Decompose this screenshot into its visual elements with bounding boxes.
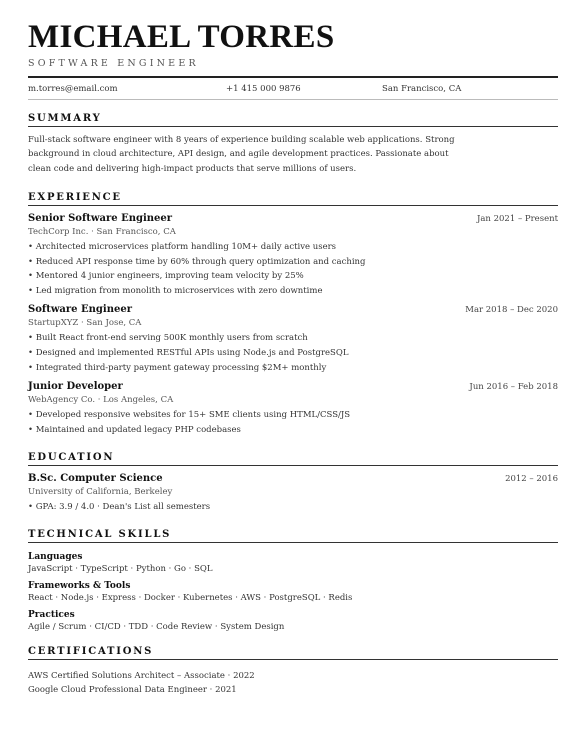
skill-category: Practices [28,609,75,620]
list-item: • Reduced API response time by 60% through query optimization and caching [28,256,366,267]
section-title-skills: TECHNICAL SKILLS [28,529,558,543]
skill-group [28,552,558,574]
skill-items: JavaScript · TypeScript · Python · Go · SQL [28,563,213,574]
list-item: • GPA: 3.9 / 4.0 · Dean's List all semesters [28,502,211,513]
list-item: • Mentored 4 junior engineers, improving team velocity by 25% [28,271,304,282]
section-title-certifications: CERTIFICATIONS [28,646,558,660]
list-item: • Developed responsive websites for 15+ SME clients using HTML/CSS/JS [28,410,351,421]
skill-items: Agile / Scrum · CI/CD · TDD · Code Review · System Design [28,621,285,632]
contact-location: San Francisco, CA [382,83,462,94]
job-company: TechCorp Inc. · San Francisco, CA [28,227,176,237]
skill-items: React · Node.js · Express · Docker · Kubernetes · AWS · PostgreSQL · Redis [28,592,353,603]
job-date: Mar 2018 – Dec 2020 [465,305,558,316]
degree-title: B.Sc. Computer Science [28,473,163,485]
job-entry [28,381,558,437]
experience-section [28,192,558,437]
job-entry [28,304,558,375]
list-item: • Maintained and updated legacy PHP codebases [28,424,241,435]
resume-page [28,18,558,697]
summary-line: background in cloud architecture, API design, and agile development practices. Passionate about [28,149,449,159]
job-bullets [28,331,558,375]
summary-line: clean code and delivering high-impact products that serve millions of users. [28,163,357,174]
job-date: Jan 2021 – Present [476,214,558,224]
job-title: Senior Software Engineer [28,213,173,224]
job-entry [28,213,558,298]
list-item: • Integrated third-party payment gateway processing $2M+ monthly [28,362,327,373]
section-title-experience: EXPERIENCE [28,192,558,206]
job-bullets [28,408,558,437]
job-header [28,381,558,392]
list-item: Google Cloud Professional Data Engineer · 2021 [28,684,237,695]
section-title-summary: SUMMARY [28,113,558,127]
contact-row [28,78,558,100]
job-bullets [28,240,558,298]
job-company: StartupXYZ · San Jose, CA [28,318,142,329]
list-item: • Built React front-end serving 500K monthly users from scratch [28,333,308,344]
summary-section [28,113,558,177]
school-name: University of California, Berkeley [28,487,173,498]
skills-section [28,529,558,632]
cert-list [28,669,558,697]
education-bullets [28,500,558,515]
education-header [28,473,558,484]
summary-line: Full-stack software engineer with 8 years of experience building scalable web applications. Strong [28,134,455,145]
job-company: WebAgency Co. · Los Angeles, CA [28,395,174,406]
skill-category: Languages [28,551,83,562]
contact-phone[interactable]: +1 415 000 9876 [226,83,301,94]
job-header [28,304,558,315]
skill-category: Frameworks & Tools [28,580,131,591]
job-title: Software Engineer [28,304,132,316]
job-title: Junior Developer [28,381,123,393]
job-header [28,213,558,224]
job-date: Jun 2016 – Feb 2018 [469,382,558,393]
skill-group [28,581,558,603]
summary-text [28,133,558,177]
education-date: 2012 – 2016 [505,474,558,485]
education-section [28,452,558,515]
candidate-name: MICHAEL TORRES [28,19,335,55]
skill-group [28,610,558,632]
list-item: AWS Certified Solutions Architect – Associate · 2022 [28,670,255,681]
certifications-section [28,646,558,697]
section-title-education: EDUCATION [28,452,558,466]
list-item: • Architected microservices platform handling 10M+ daily active users [28,242,337,252]
candidate-role: SOFTWARE ENGINEER [28,58,199,69]
list-item: • Designed and implemented RESTful APIs using Node.js and PostgreSQL [28,347,349,358]
list-item: • Led migration from monolith to microservices with zero downtime [28,285,323,296]
contact-email[interactable]: m.torres@email.com [28,83,118,94]
